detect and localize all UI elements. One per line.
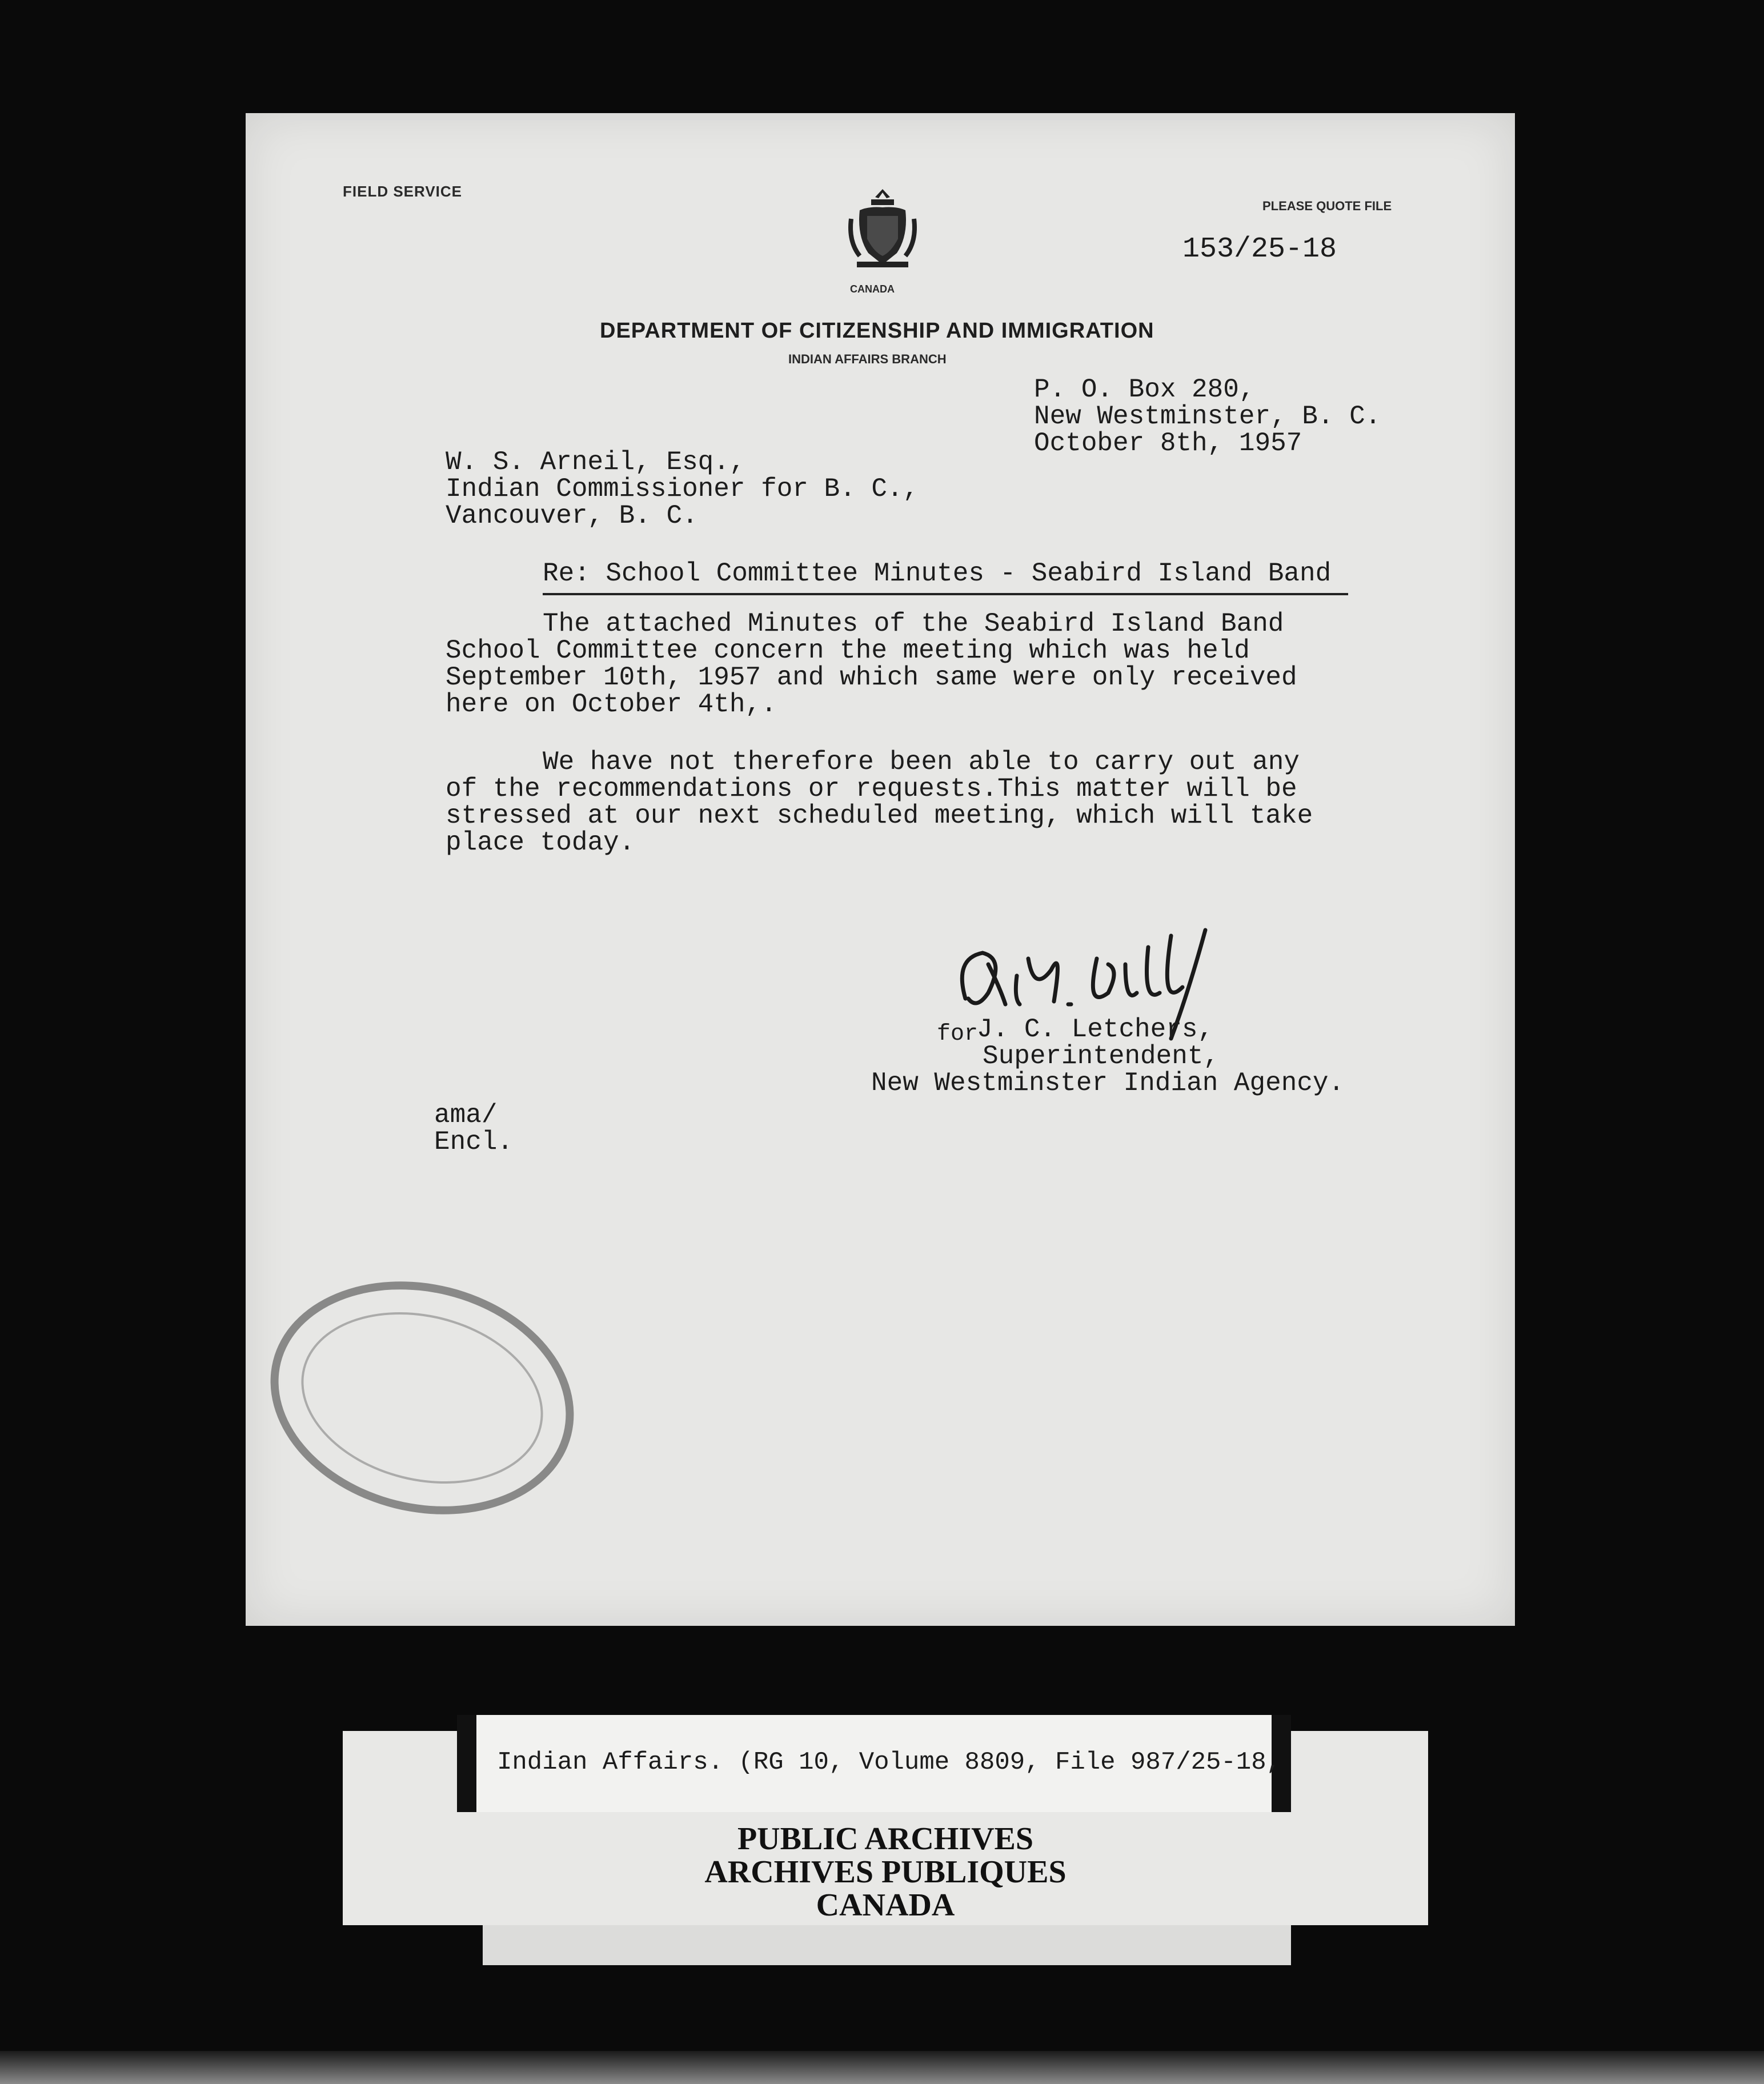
crest-caption: CANADA xyxy=(850,283,895,295)
body-paragraph-1-line3: September 10th, 1957 and which same were only received xyxy=(446,663,1297,692)
archive-label-lower-strip xyxy=(483,1925,1291,1965)
recipient-line1: W. S. Arneil, Esq., xyxy=(446,447,745,477)
enclosure-note: Encl. xyxy=(434,1127,514,1157)
body-paragraph-2-line1: We have not therefore been able to carry out any xyxy=(543,747,1300,777)
signatory-name: J. C. Letchers, xyxy=(977,1015,1214,1044)
received-stamp-inner-ring xyxy=(283,1288,561,1508)
body-paragraph-2-line3: stressed at our next scheduled meeting, which will take xyxy=(446,801,1313,831)
recipient-line3: Vancouver, B. C. xyxy=(446,501,698,531)
archive-reference: Indian Affairs. (RG 10, Volume 8809, File 987/25-18, xyxy=(497,1748,1282,1777)
sender-address-line1: P. O. Box 280, xyxy=(1034,375,1255,404)
body-paragraph-1-line2: School Committee concern the meeting which was held xyxy=(446,636,1250,666)
body-paragraph-1-line4: here on October 4th,. xyxy=(446,690,777,719)
branch-heading: INDIAN AFFAIRS BRANCH xyxy=(788,352,947,366)
letter-page xyxy=(246,113,1515,1626)
canada-crest-icon xyxy=(845,185,920,270)
archives-line-3: CANADA xyxy=(816,1887,955,1923)
sender-address-line2: New Westminster, B. C. xyxy=(1034,402,1381,431)
body-paragraph-2-line2: of the recommendations or requests.This matter will be xyxy=(446,774,1297,804)
department-heading: DEPARTMENT OF CITIZENSHIP AND IMMIGRATION xyxy=(600,319,1154,343)
body-paragraph-2-line4: place today. xyxy=(446,828,635,857)
film-edge xyxy=(0,2051,1764,2084)
signatory-agency: New Westminster Indian Agency. xyxy=(871,1068,1345,1098)
subject-line: Re: School Committee Minutes - Seabird Island Band xyxy=(543,559,1332,588)
letter-date: October 8th, 1957 xyxy=(1034,428,1302,458)
signatory-title: Superintendent, xyxy=(983,1041,1220,1071)
recipient-line2: Indian Commissioner for B. C., xyxy=(446,474,919,504)
file-number: 153/25-18 xyxy=(1182,233,1337,266)
please-quote-file-label: PLEASE QUOTE FILE xyxy=(1262,199,1392,213)
body-paragraph-1-line1: The attached Minutes of the Seabird Island Band xyxy=(543,609,1284,639)
public-archives-stamp xyxy=(343,1822,1428,1922)
archives-line-1: PUBLIC ARCHIVES xyxy=(737,1821,1034,1857)
archives-line-2: ARCHIVES PUBLIQUES xyxy=(704,1854,1067,1890)
typist-initials: ama/ xyxy=(434,1100,498,1130)
subject-underline xyxy=(543,593,1348,595)
signature-for-prefix: for xyxy=(937,1021,979,1047)
field-service-label: FIELD SERVICE xyxy=(343,183,463,200)
received-stamp xyxy=(246,1251,599,1545)
